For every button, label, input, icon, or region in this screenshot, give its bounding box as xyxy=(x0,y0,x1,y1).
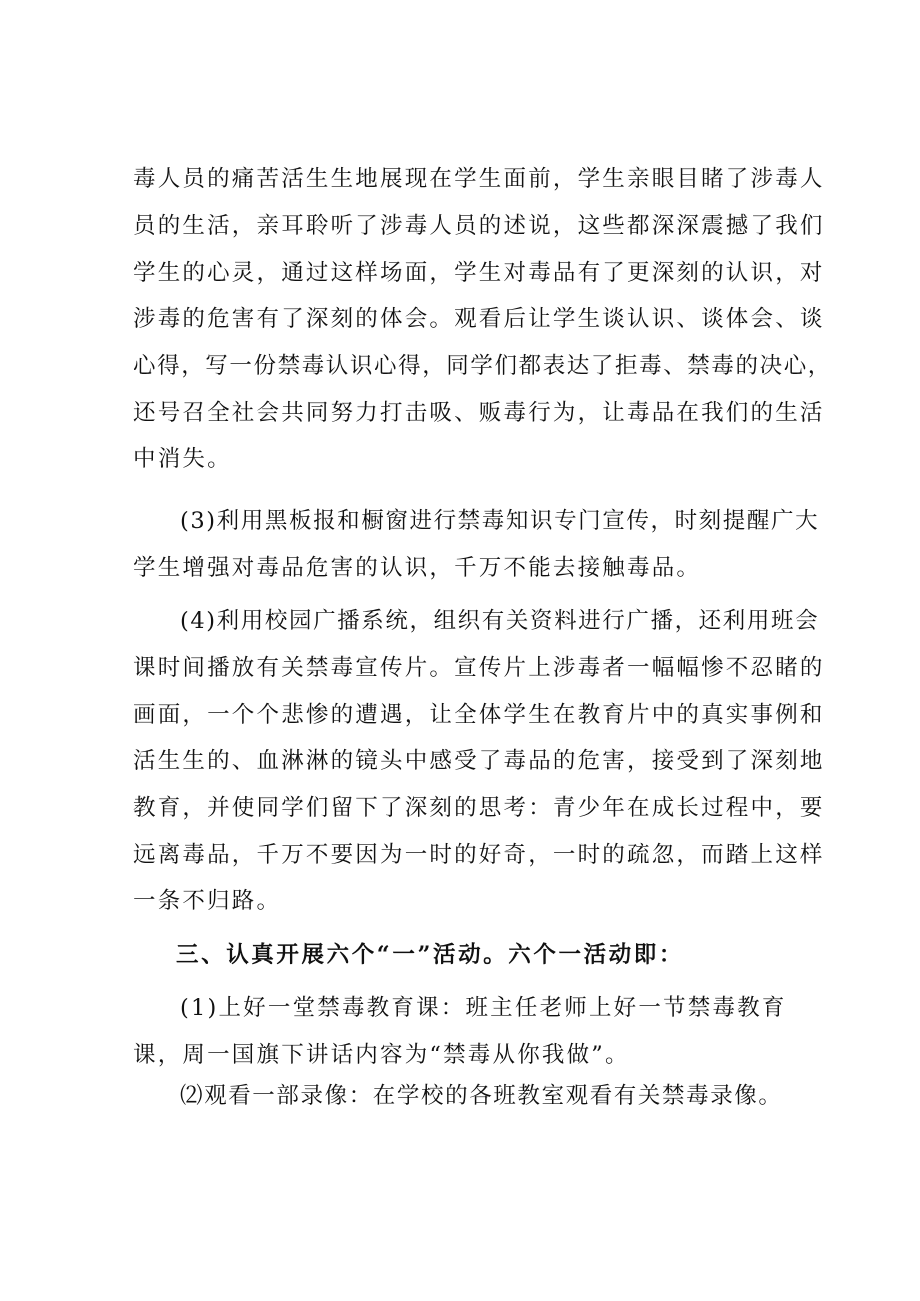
paragraph-line: 课，周一国旗下讲话内容为“禁毒从你我做”。 xyxy=(133,1042,630,1068)
paragraph-line: (1)上好一堂禁毒教育课：班主任老师上好一节禁毒教育 xyxy=(180,995,787,1021)
paragraph-line: 毒人员的痛苦活生生地展现在学生面前，学生亲眼目睹了涉毒人 xyxy=(133,166,825,192)
paragraph-line: (4)利用校园广播系统，组织有关资料进行广播，还利用班会 xyxy=(180,608,820,634)
paragraph-line: 员的生活，亲耳聆听了涉毒人员的述说，这些都深深震撼了我们 xyxy=(133,213,825,239)
paragraph-line: ⑵观看一部录像：在学校的各班教室观看有关禁毒录像。 xyxy=(180,1083,783,1109)
paragraph-line: 学生的心灵，通过这样场面，学生对毒品有了更深刻的认识，对 xyxy=(133,260,825,286)
paragraph-line: 中消失。 xyxy=(133,446,232,472)
section-heading: 三、认真开展六个“一”活动。六个一活动即： xyxy=(176,942,684,968)
paragraph-line: (3)利用黑板报和橱窗进行禁毒知识专门宣传，时刻提醒广大 xyxy=(180,508,820,534)
paragraph-line: 涉毒的危害有了深刻的体会。观看后让学生谈认识、谈体会、谈 xyxy=(133,306,825,332)
paragraph-line: 活生生的、血淋淋的镜头中感受了毒品的危害，接受到了深刻地 xyxy=(133,748,825,774)
paragraph-line: 远离毒品，千万不要因为一时的好奇，一时的疏忽，而踏上这样 xyxy=(133,842,825,868)
paragraph-line: 画面，一个个悲惨的遭遇，让全体学生在教育片中的真实事例和 xyxy=(133,702,825,728)
paragraph-line: 教育，并使同学们留下了深刻的思考：青少年在成长过程中，要 xyxy=(133,795,825,821)
paragraph-line: 心得，写一份禁毒认识心得，同学们都表达了拒毒、禁毒的决心， xyxy=(133,353,832,379)
paragraph-line: 课时间播放有关禁毒宣传片。宣传片上涉毒者一幅幅惨不忍睹的 xyxy=(133,655,825,681)
paragraph-line: 一条不归路。 xyxy=(133,888,282,914)
paragraph-line: 学生增强对毒品危害的认识，千万不能去接触毒品。 xyxy=(133,555,702,581)
paragraph-line: 还号召全社会共同努力打击吸、贩毒行为，让毒品在我们的生活 xyxy=(133,400,825,426)
